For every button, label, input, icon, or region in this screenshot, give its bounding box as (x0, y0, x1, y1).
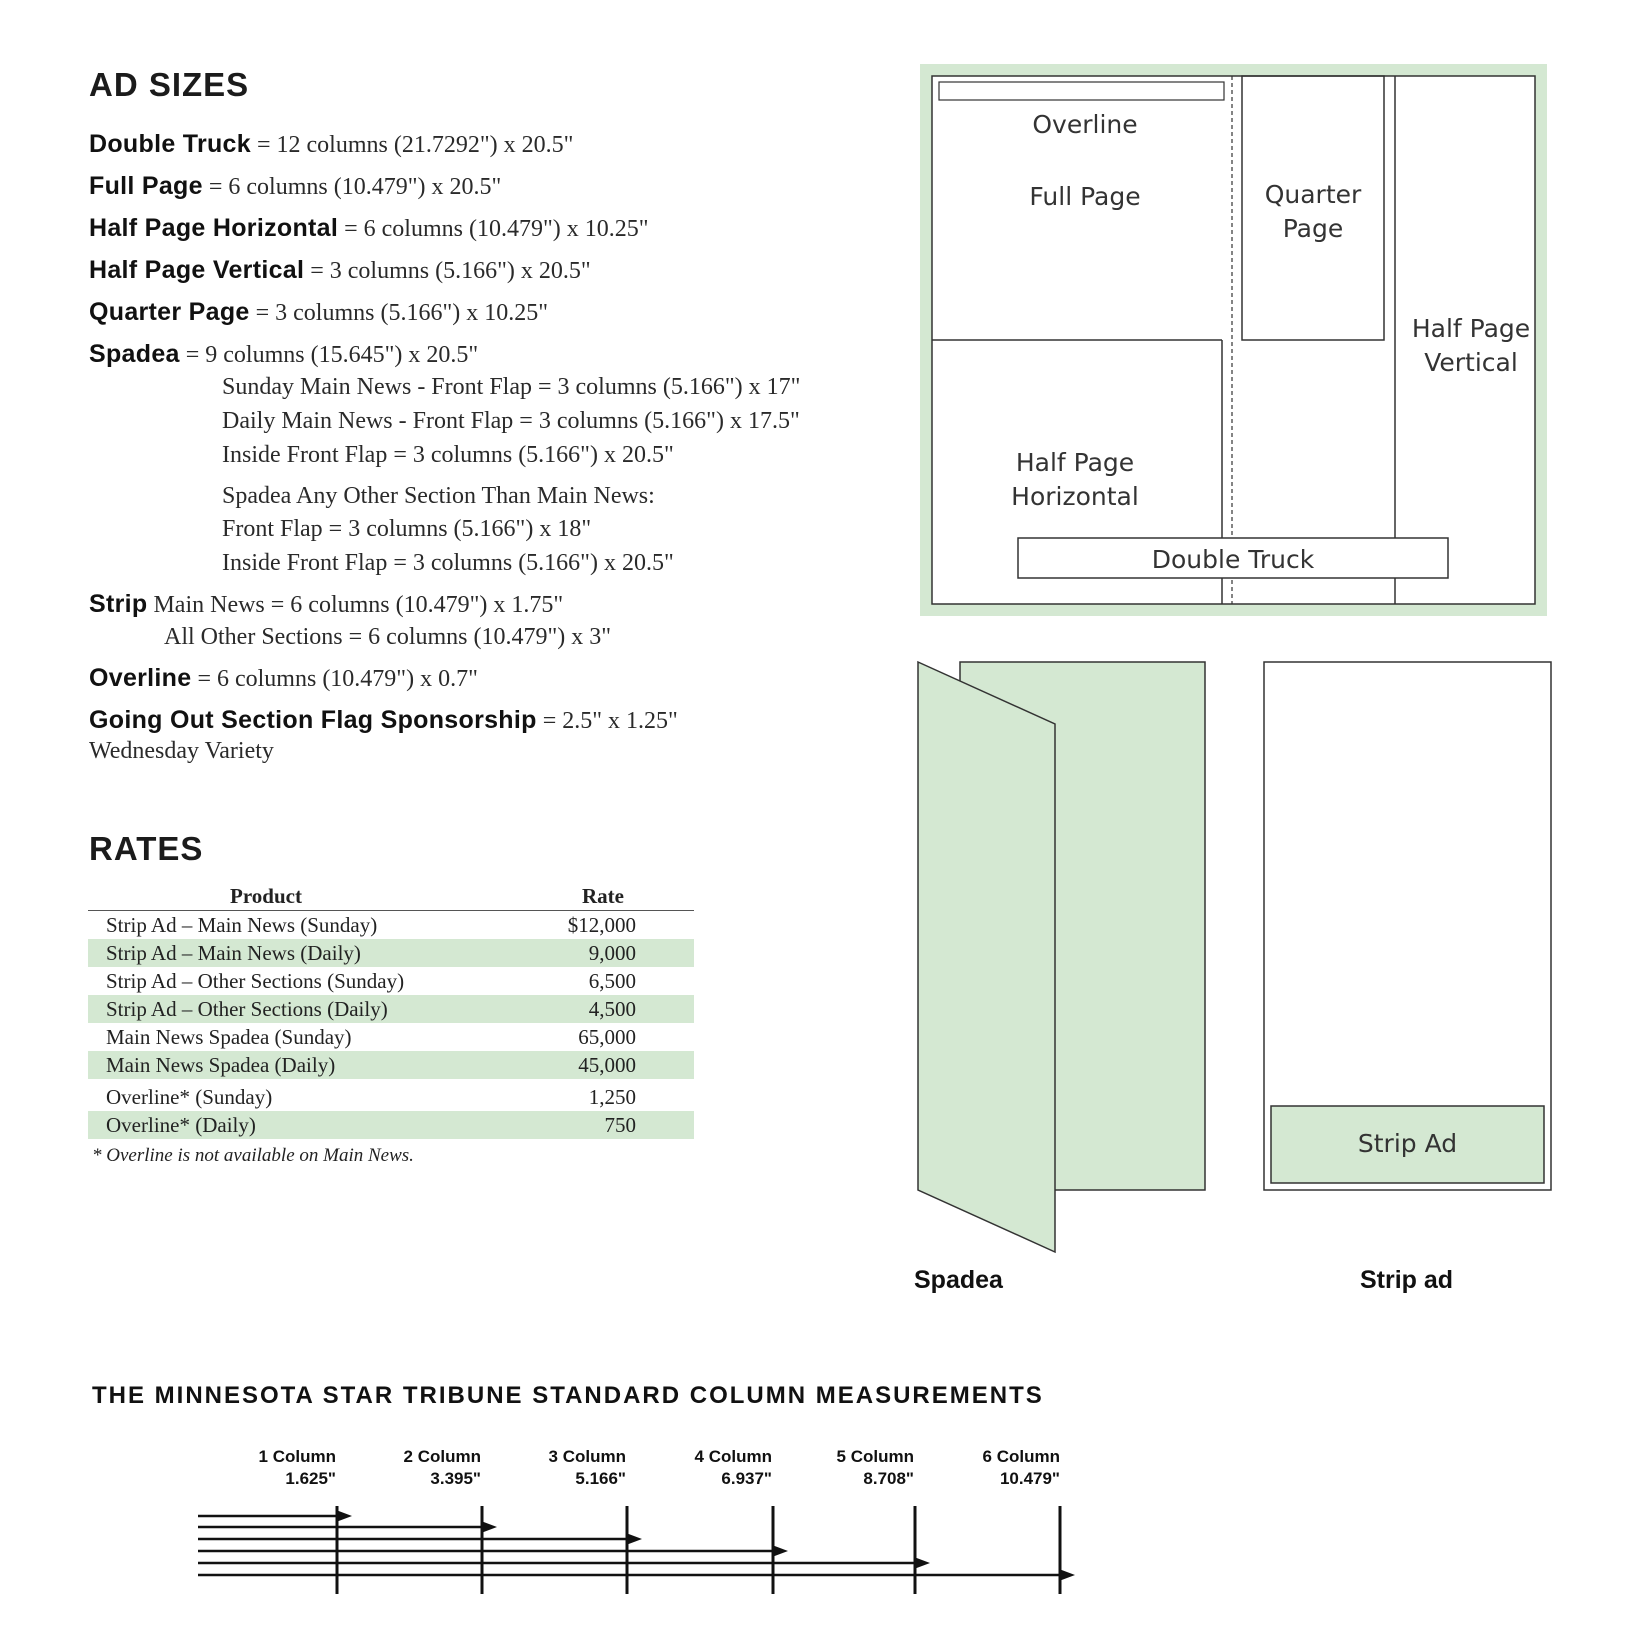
rate-value: 1,250 (588, 1085, 636, 1109)
spadea-sub-line: Daily Main News - Front Flap = 3 columns (5.166") x 17.5" (222, 408, 800, 434)
column-2-label: 2 Column 3.395" (403, 1447, 481, 1488)
ad-size-strip: Strip Main News = 6 columns (10.479") x 1.75" (89, 590, 564, 618)
ad-size-half-horizontal: Half Page Horizontal = 6 columns (10.479") x 10.25" (89, 214, 649, 242)
rate-value: 6,500 (588, 969, 636, 993)
ad-size-spadea: Spadea = 9 columns (15.645") x 20.5" (89, 340, 479, 368)
column-3-label: 3 Column 5.166" (548, 1447, 626, 1488)
rate-value: 750 (604, 1113, 636, 1137)
column-4-label: 4 Column 6.937" (694, 1447, 772, 1488)
arrow-4 (772, 1545, 788, 1557)
column-1-label: 1 Column 1.625" (258, 1447, 336, 1488)
rates-header-product: Product (230, 884, 302, 908)
ad-size-going-out: Going Out Section Flag Sponsorship = 2.5" x 1.25" (89, 706, 678, 734)
arrow-5 (914, 1557, 930, 1569)
ad-size-overline: Overline = 6 columns (10.479") x 0.7" (89, 664, 478, 692)
arrow-1 (336, 1510, 352, 1522)
rate-value: 65,000 (578, 1025, 636, 1049)
quarter-page-label: Quarter Page (1264, 180, 1362, 243)
arrow-2 (481, 1521, 497, 1533)
spadea-sub-line: Front Flap = 3 columns (5.166") x 18" (222, 516, 592, 542)
strip-ad-label: Strip Ad (1357, 1129, 1458, 1158)
rate-product: Strip Ad – Main News (Daily) (106, 941, 361, 965)
rate-value: 45,000 (578, 1053, 636, 1077)
going-out-sub-line: Wednesday Variety (89, 738, 274, 764)
ad-sizes-title: AD SIZES (89, 66, 250, 103)
column-6-label: 6 Column 10.479" (982, 1447, 1060, 1488)
rate-product: Strip Ad – Other Sections (Sunday) (106, 969, 405, 993)
ad-size-half-vertical: Half Page Vertical = 3 columns (5.166") x 20.5" (89, 256, 591, 284)
spadea-sub-line: Inside Front Flap = 3 columns (5.166") x 20.5" (222, 442, 674, 468)
strip-sub-line: All Other Sections = 6 columns (10.479") x 3" (164, 624, 612, 650)
ad-size-double-truck: Double Truck = 12 columns (21.7292") x 20.5" (89, 130, 574, 158)
strip-caption: Strip ad (1360, 1266, 1454, 1294)
spadea-sub-line: Spadea Any Other Section Than Main News: (222, 483, 655, 509)
overline-box (939, 82, 1224, 100)
rate-product: Strip Ad – Main News (Sunday) (106, 913, 378, 937)
column-measurement-graphic (198, 1506, 1062, 1594)
rate-product: Strip Ad – Other Sections (Daily) (106, 997, 388, 1021)
column-5-label: 5 Column 8.708" (836, 1447, 914, 1488)
column-measurements-title: THE MINNESOTA STAR TRIBUNE STANDARD COLUMN MEASUREMENTS (92, 1382, 1044, 1409)
rates-footnote: * Overline is not available on Main News. (92, 1145, 414, 1166)
rates-header-rate: Rate (582, 884, 624, 908)
spadea-flap (918, 662, 1055, 1252)
full-page-label: Full Page (1029, 182, 1141, 211)
rate-product: Overline* (Sunday) (106, 1085, 273, 1109)
ad-size-quarter-page: Quarter Page = 3 columns (5.166") x 10.25" (89, 298, 549, 326)
rate-value: 9,000 (588, 941, 636, 965)
overline-label: Overline (1032, 110, 1138, 139)
half-horizontal-label: Half Page Horizontal (1011, 448, 1139, 511)
rate-value: 4,500 (588, 997, 636, 1021)
arrow-6 (1059, 1569, 1075, 1581)
column-arrowheads (336, 1510, 1075, 1581)
rate-product: Main News Spadea (Daily) (106, 1053, 336, 1077)
rate-value: $12,000 (567, 913, 636, 937)
ad-size-full-page: Full Page = 6 columns (10.479") x 20.5" (89, 172, 502, 200)
arrow-3 (626, 1533, 642, 1545)
rates-title: RATES (89, 830, 204, 867)
half-vertical-label: Half Page Vertical (1411, 314, 1531, 377)
rate-product: Overline* (Daily) (106, 1113, 256, 1137)
spadea-sub-line: Sunday Main News - Front Flap = 3 columns (5.166") x 17" (222, 374, 801, 400)
rate-product: Main News Spadea (Sunday) (106, 1025, 352, 1049)
spadea-sub-line: Inside Front Flap = 3 columns (5.166") x 20.5" (222, 550, 674, 576)
spadea-caption: Spadea (914, 1266, 1003, 1294)
double-truck-label: Double Truck (1151, 545, 1315, 574)
